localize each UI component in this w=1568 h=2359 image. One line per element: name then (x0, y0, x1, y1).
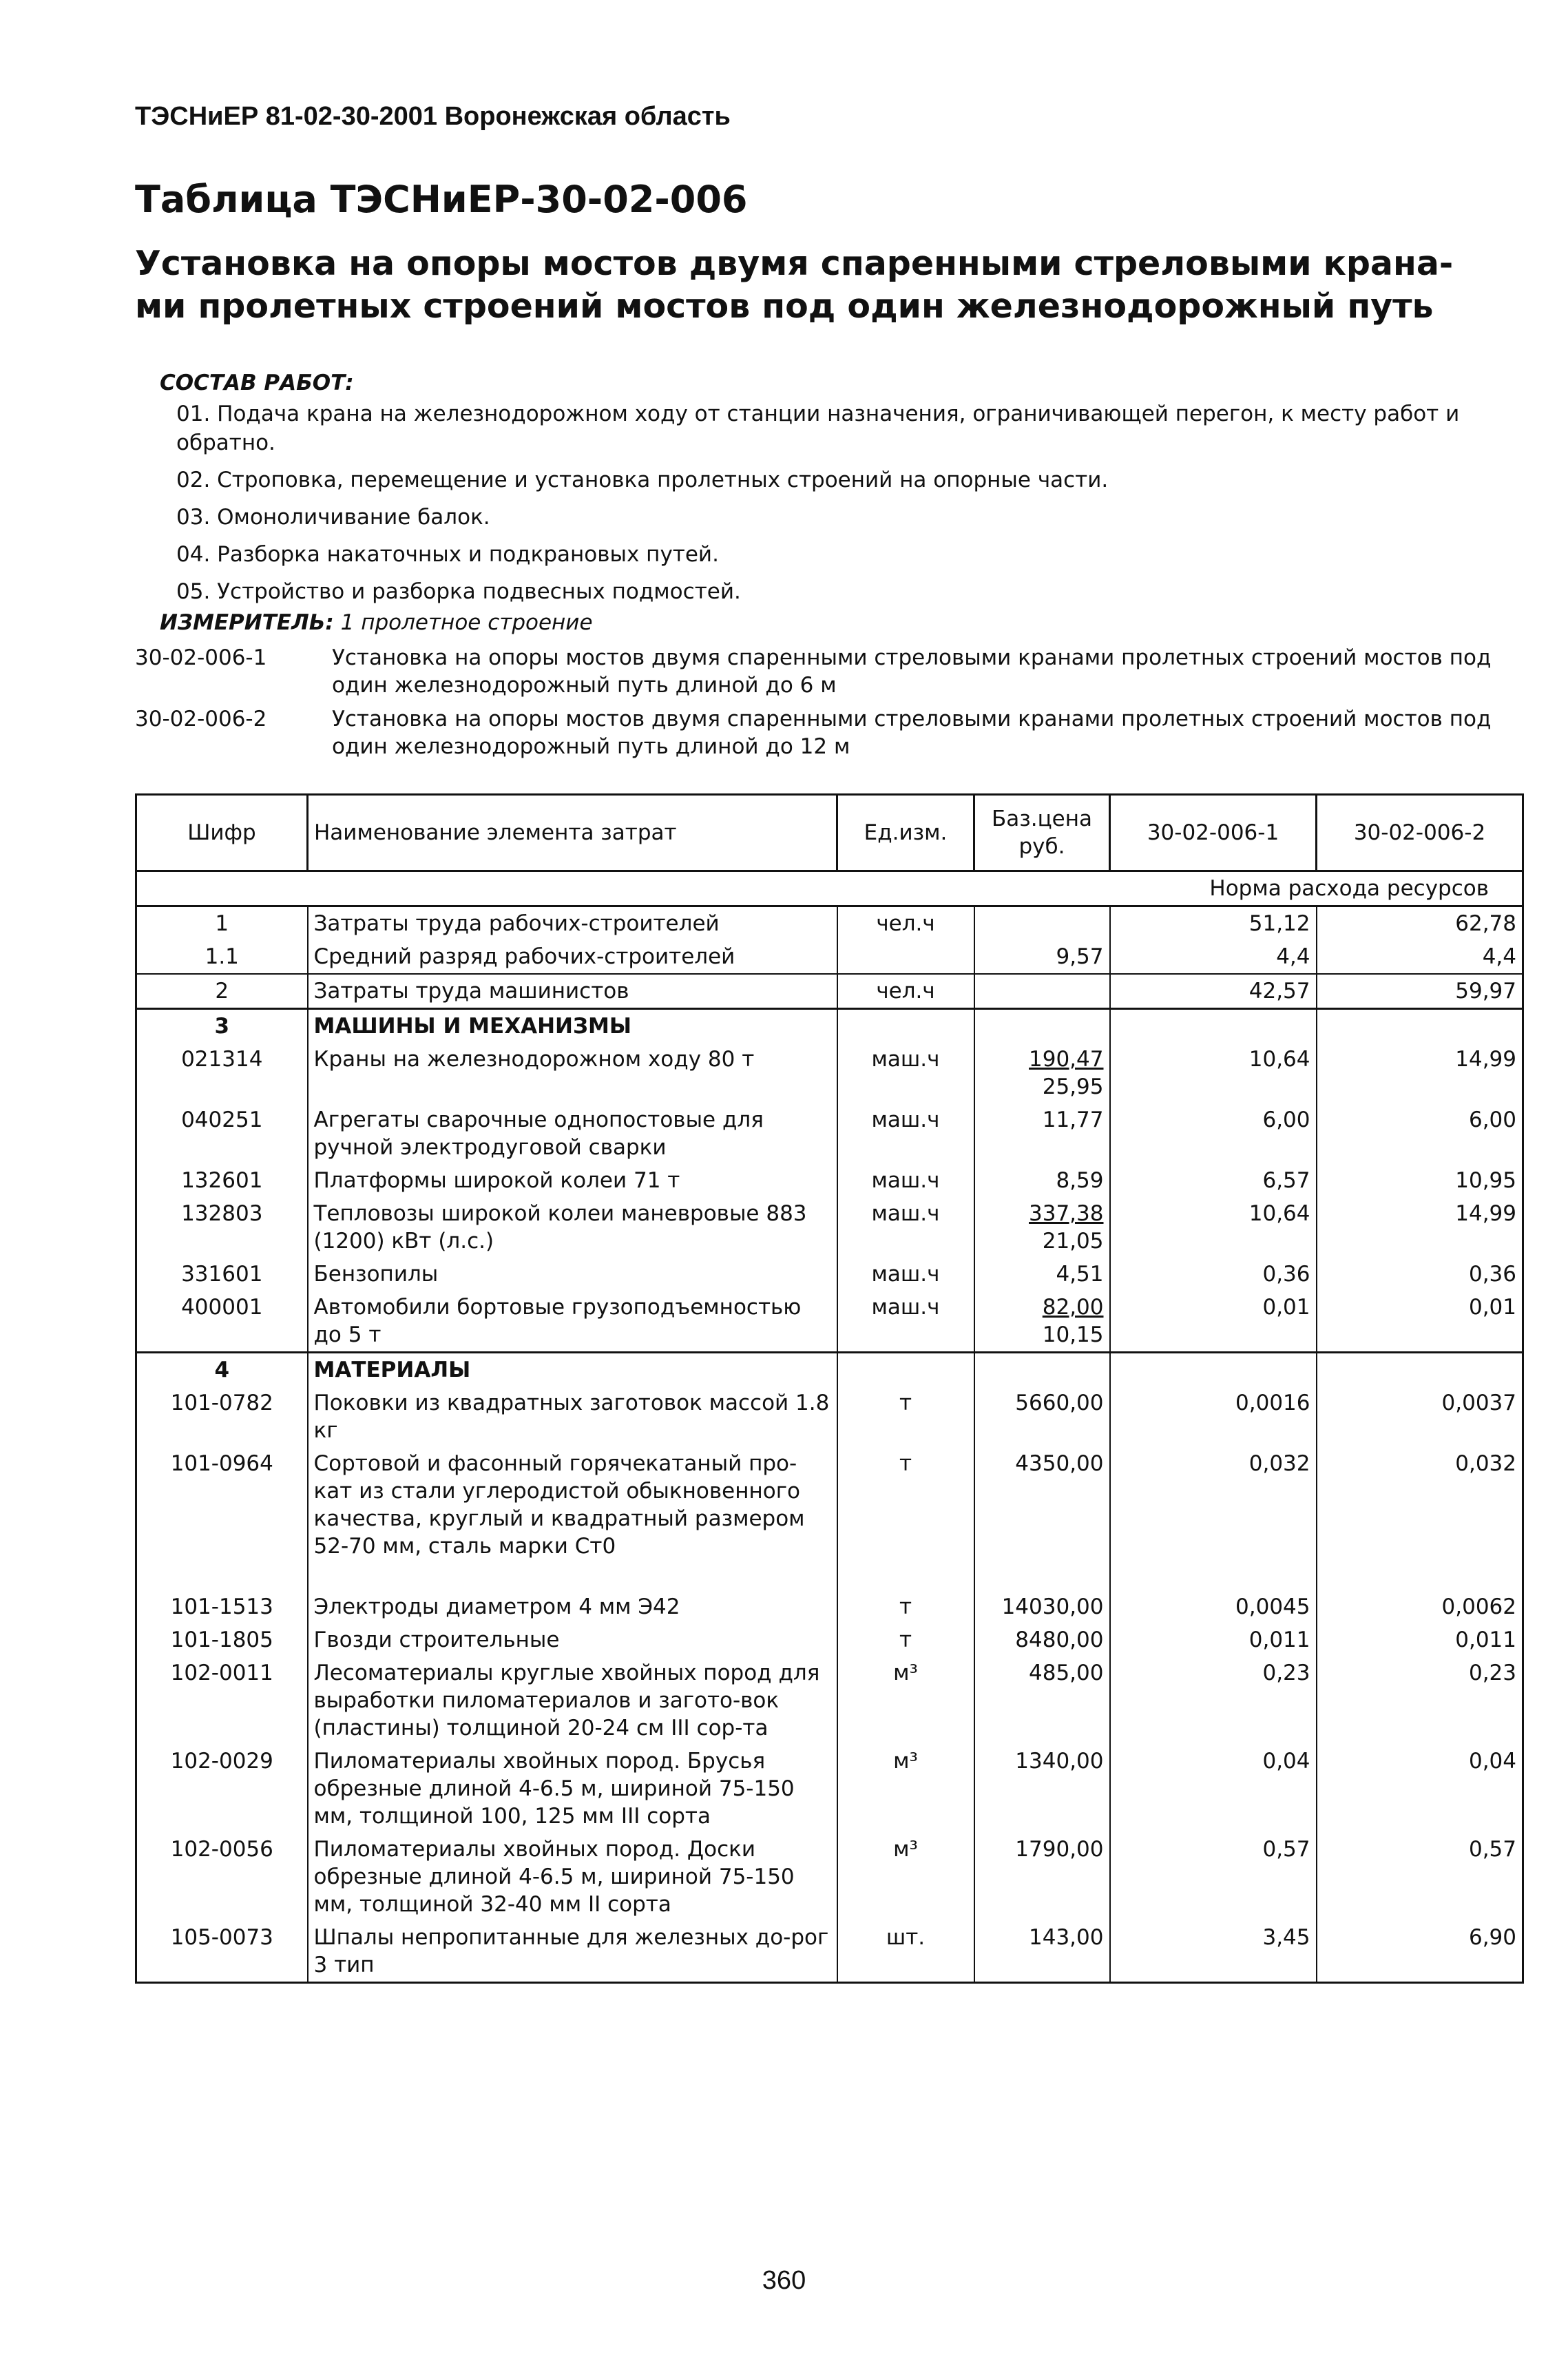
row-value-variant-2: 6,90 (1317, 1921, 1523, 1983)
price-value: 11,77 (1042, 1108, 1104, 1132)
table-row (136, 1197, 1523, 1258)
row-price (974, 974, 1110, 1009)
norm-label: Норма расхода ресурсов (136, 871, 1523, 906)
row-name: МАШИНЫ И МЕХАНИЗМЫ (308, 1009, 837, 1043)
row-name: Гвозди строительные (308, 1623, 837, 1656)
row-unit: шт. (886, 1925, 926, 1950)
row-unit: т (899, 1628, 912, 1652)
work-item: 03. Омоноличивание балок. (176, 505, 490, 530)
row-price (974, 1291, 1110, 1353)
row-code: 021314 (181, 1047, 263, 1072)
row-name: Сортовой и фасонный горячекатаный про-кат из стали углеродистой обыкновенного качества, круглый и квадратный размером 52-70 мм, сталь марки Ст0 (308, 1447, 837, 1590)
meter-line (160, 610, 593, 635)
row-name: Лесоматериалы круглые хвойных пород для выработки пиломатериалов и загото-вок (пластины) толщиной 20-24 см III сор-та (308, 1656, 837, 1745)
table-row (136, 1258, 1523, 1291)
variant-code: 30-02-006-2 (135, 707, 267, 731)
row-name: МАТЕРИАЛЫ (308, 1353, 837, 1387)
column-header-name: Наименование элемента затрат (308, 795, 837, 871)
row-price (974, 906, 1110, 941)
row-unit: т (899, 1451, 912, 1476)
row-value-variant-1: 10,64 (1248, 1047, 1310, 1072)
row-name: Поковки из квадратных заготовок массой 1.8 кг (308, 1386, 837, 1447)
row-value-variant-1: 0,032 (1248, 1451, 1310, 1476)
row-name: Автомобили бортовые грузоподъемностью до 5 т (308, 1291, 837, 1353)
row-code: 101-1805 (170, 1628, 273, 1652)
table-row (136, 1291, 1523, 1353)
row-code: 040251 (181, 1108, 263, 1132)
row-value-variant-1: 0,011 (1248, 1628, 1310, 1652)
row-value-variant-1: 0,57 (1262, 1837, 1310, 1862)
document-header: ТЭСНиЕР 81-02-30-2001 Воронежская область (135, 102, 731, 131)
row-code: 102-0056 (170, 1837, 273, 1862)
variant-row (135, 705, 1505, 760)
table-row (136, 940, 1523, 974)
row-code: 132601 (181, 1168, 263, 1193)
row-price (974, 1353, 1110, 1387)
row-name: Агрегаты сварочные однопостовые для ручной электродуговой сварки (308, 1103, 837, 1164)
norm-row (136, 871, 1523, 906)
row-unit: маш.ч (837, 1291, 974, 1353)
row-value-variant-2: 0,0062 (1317, 1590, 1523, 1623)
work-item: 01. Подача крана на железнодорожном ходу от станции назначения, ограничивающей перегон, к месту работ и обратно. (176, 402, 1460, 455)
table-row (136, 974, 1523, 1009)
row-code: 331601 (181, 1262, 263, 1287)
table-subtitle: Установка на опоры мостов двумя спаренными стреловыми крана-ми пролетных строений мостов под один железнодорожный путь (135, 244, 1454, 326)
row-code: 105-0073 (170, 1925, 273, 1950)
row-unit: чел.ч (876, 911, 935, 936)
row-code: 102-0029 (170, 1749, 273, 1774)
price-value: 8,59 (1056, 1168, 1104, 1193)
row-code: 1.1 (136, 940, 308, 974)
row-price (974, 1623, 1110, 1656)
row-code: 2 (136, 974, 308, 1009)
row-price (974, 1103, 1110, 1164)
row-unit: т (899, 1594, 912, 1619)
row-value-variant-2: 14,99 (1317, 1197, 1523, 1258)
row-unit (837, 940, 974, 974)
table-row (136, 906, 1523, 941)
row-value-variant-2: 0,04 (1317, 1745, 1523, 1833)
row-value-variant-1: 6,00 (1262, 1108, 1310, 1132)
works-list (176, 399, 1498, 614)
row-name: Пиломатериалы хвойных пород. Брусья обрезные длиной 4-6.5 м, шириной 75-150 мм, толщиной 100, 125 мм III сорта (308, 1745, 837, 1833)
table-row (136, 1623, 1523, 1656)
variant-code: 30-02-006-1 (135, 645, 267, 670)
row-value-variant-2: 0,01 (1317, 1291, 1523, 1353)
table-row (136, 1447, 1523, 1590)
variant-desc: Установка на опоры мостов двумя спаренными стреловыми кранами пролетных строений мостов под один железнодорожный путь длиной до 6 м (332, 645, 1492, 698)
row-price (974, 1833, 1110, 1921)
row-name: Пиломатериалы хвойных пород. Доски обрезные длиной 4-6.5 м, шириной 75-150 мм, толщиной 32-40 мм II сорта (308, 1833, 837, 1921)
row-price (974, 1745, 1110, 1833)
price-value: 82,00 (1042, 1295, 1104, 1320)
row-value-variant-2: 0,0037 (1317, 1386, 1523, 1447)
row-value-variant-1: 4,4 (1110, 940, 1317, 974)
row-unit: м³ (893, 1661, 918, 1685)
section-row (136, 1353, 1523, 1387)
row-value-variant-1: 0,0045 (1235, 1594, 1310, 1619)
column-header-unit: Ед.изм. (837, 795, 974, 871)
row-value-variant-1: 42,57 (1110, 974, 1317, 1009)
row-value-variant-2: 10,95 (1317, 1164, 1523, 1197)
row-value-variant-2: 0,23 (1317, 1656, 1523, 1745)
row-price (974, 1447, 1110, 1590)
row-code: 102-0011 (170, 1661, 273, 1685)
row-code: 400001 (136, 1291, 308, 1353)
price-value: 4,51 (1056, 1262, 1104, 1287)
row-code: 3 (136, 1009, 308, 1043)
price-salary-value: 21,05 (1042, 1229, 1104, 1254)
row-unit (837, 1353, 974, 1387)
price-value: 4350,00 (1015, 1451, 1104, 1476)
row-unit: маш.ч (871, 1262, 940, 1287)
table-row (136, 1833, 1523, 1921)
row-price (974, 1009, 1110, 1043)
resources-table (135, 793, 1524, 1984)
row-value-variant-1 (1110, 1009, 1317, 1043)
row-value-variant-1: 0,0016 (1235, 1391, 1310, 1415)
variant-row (135, 644, 1505, 699)
row-name: Затраты труда рабочих-строителей (308, 906, 837, 941)
table-row (136, 1590, 1523, 1623)
row-unit: т (899, 1391, 912, 1415)
row-unit: маш.ч (871, 1108, 940, 1132)
column-header-price: Баз.цена руб. (974, 795, 1110, 871)
row-value-variant-2 (1317, 1353, 1523, 1387)
row-price (974, 1590, 1110, 1623)
row-price (974, 940, 1110, 974)
variant-desc: Установка на опоры мостов двумя спаренными стреловыми кранами пролетных строений мостов под один железнодорожный путь длиной до 12 м (332, 707, 1492, 759)
row-code: 101-1513 (170, 1594, 273, 1619)
price-value: 143,00 (1029, 1925, 1104, 1950)
row-unit: маш.ч (871, 1201, 940, 1226)
table-row (136, 1745, 1523, 1833)
meter-label: ИЗМЕРИТЕЛЬ: (160, 610, 334, 635)
table-row (136, 1043, 1523, 1103)
row-value-variant-2: 6,00 (1317, 1103, 1523, 1164)
row-value-variant-2: 4,4 (1317, 940, 1523, 974)
row-code: 4 (136, 1353, 308, 1387)
row-value-variant-2: 0,032 (1317, 1447, 1523, 1590)
table-row (136, 1103, 1523, 1164)
price-value: 190,47 (1029, 1047, 1104, 1072)
row-value-variant-2: 62,78 (1317, 906, 1523, 941)
row-unit: маш.ч (871, 1168, 940, 1193)
price-value: 9,57 (1056, 944, 1104, 969)
row-value-variant-2 (1317, 1009, 1523, 1043)
table-row (136, 1656, 1523, 1745)
price-value: 1340,00 (1015, 1749, 1104, 1774)
price-value: 8480,00 (1015, 1628, 1104, 1652)
row-price (974, 1386, 1110, 1447)
row-value-variant-2: 0,011 (1317, 1623, 1523, 1656)
row-value-variant-1: 0,23 (1262, 1661, 1310, 1685)
row-value-variant-1 (1110, 1353, 1317, 1387)
row-code: 101-0964 (170, 1451, 273, 1476)
row-value-variant-1: 3,45 (1262, 1925, 1310, 1950)
page-number: 360 (762, 2266, 806, 2295)
row-unit (837, 1009, 974, 1043)
row-value-variant-1: 6,57 (1262, 1168, 1310, 1193)
row-value-variant-2: 0,36 (1317, 1258, 1523, 1291)
table-body (136, 871, 1523, 1983)
work-item: 05. Устройство и разборка подвесных подмостей. (176, 579, 741, 604)
row-unit: м³ (893, 1749, 918, 1774)
row-price (974, 1656, 1110, 1745)
section-row (136, 1009, 1523, 1043)
row-price (974, 1258, 1110, 1291)
price-salary-value: 25,95 (1042, 1074, 1104, 1099)
row-name: Затраты труда машинистов (308, 974, 837, 1009)
row-name: Электроды диаметром 4 мм Э42 (308, 1590, 837, 1623)
work-item: 04. Разборка накаточных и подкрановых путей. (176, 542, 719, 567)
row-price (974, 1164, 1110, 1197)
row-name: Тепловозы широкой колеи маневровые 883 (1200) кВт (л.с.) (308, 1197, 837, 1258)
row-name: Краны на железнодорожном ходу 80 т (308, 1043, 837, 1103)
row-price (974, 1043, 1110, 1103)
price-salary-value: 10,15 (1042, 1322, 1104, 1347)
meter-value: 1 пролетное строение (340, 610, 593, 635)
row-value-variant-1: 51,12 (1248, 911, 1310, 936)
row-code: 132803 (181, 1201, 263, 1226)
work-item: 02. Строповка, перемещение и установка пролетных строений на опорные части. (176, 468, 1109, 492)
row-name: Платформы широкой колеи 71 т (308, 1164, 837, 1197)
row-value-variant-1: 10,64 (1248, 1201, 1310, 1226)
price-value: 14030,00 (1001, 1594, 1104, 1619)
row-value-variant-2: 59,97 (1317, 974, 1523, 1009)
composition-heading: СОСТАВ РАБОТ: (160, 371, 354, 395)
row-value-variant-1: 0,04 (1262, 1749, 1310, 1774)
row-unit: м³ (893, 1837, 918, 1862)
table-row (136, 1386, 1523, 1447)
table-row (136, 1164, 1523, 1197)
column-header-variant-2: 30-02-006-2 (1317, 795, 1523, 871)
row-unit: маш.ч (871, 1047, 940, 1072)
column-header-code: Шифр (136, 795, 308, 871)
row-value-variant-2: 0,57 (1317, 1833, 1523, 1921)
column-header-variant-1: 30-02-006-1 (1110, 795, 1317, 871)
row-name: Бензопилы (308, 1258, 837, 1291)
row-value-variant-1: 0,01 (1110, 1291, 1317, 1353)
price-value: 1790,00 (1015, 1837, 1104, 1862)
price-value: 5660,00 (1015, 1391, 1104, 1415)
row-unit: чел.ч (837, 974, 974, 1009)
row-price (974, 1921, 1110, 1983)
row-code: 1 (215, 911, 229, 936)
table-title: Таблица ТЭСНиЕР-30-02-006 (135, 178, 748, 221)
table-row (136, 1921, 1523, 1983)
row-price (974, 1197, 1110, 1258)
price-value: 337,38 (1029, 1201, 1104, 1226)
row-name: Шпалы непропитанные для железных до-рог 3 тип (308, 1921, 837, 1983)
price-value: 485,00 (1029, 1661, 1104, 1685)
table-header-row (136, 795, 1523, 871)
row-name: Средний разряд рабочих-строителей (308, 940, 837, 974)
row-value-variant-1: 0,36 (1262, 1262, 1310, 1287)
row-value-variant-2: 14,99 (1317, 1043, 1523, 1103)
row-code: 101-0782 (170, 1391, 273, 1415)
